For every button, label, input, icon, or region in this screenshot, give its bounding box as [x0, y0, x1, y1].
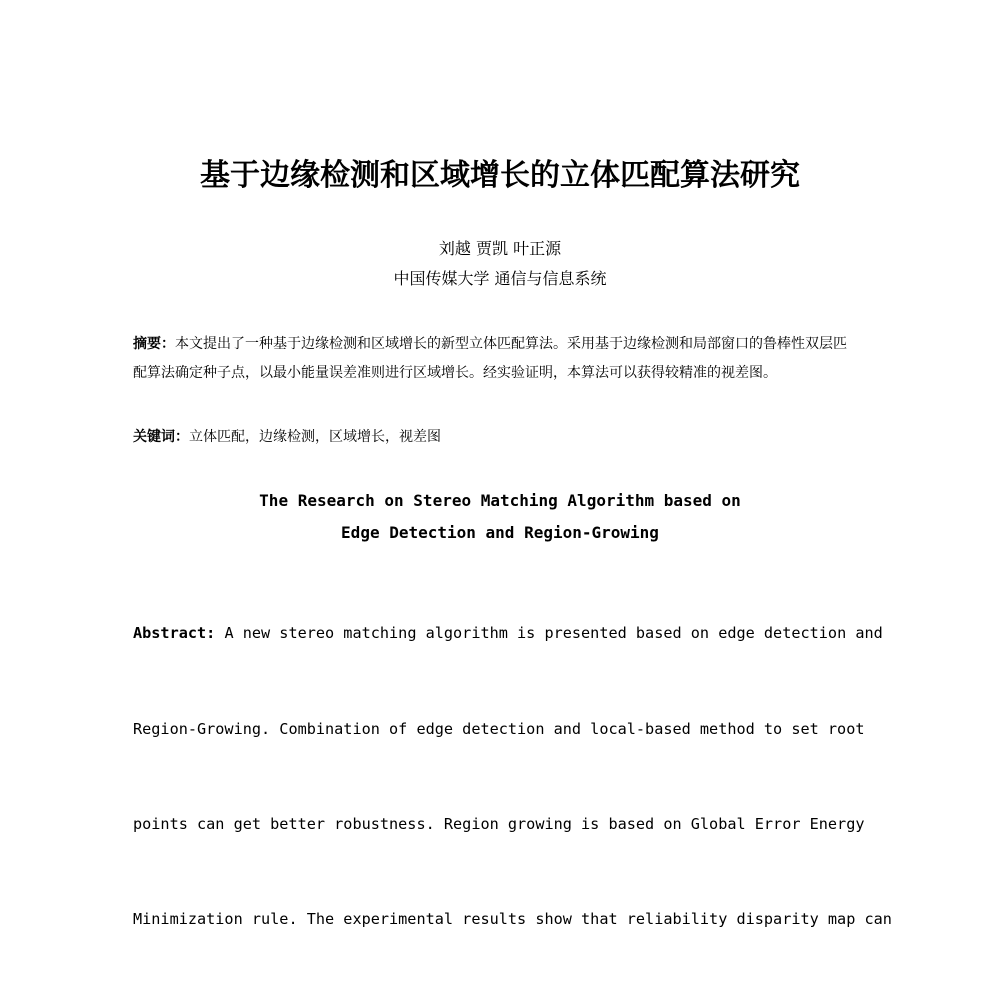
abstract-cn [133, 330, 858, 388]
keywords-cn [133, 427, 858, 447]
author-list: 刘越 贾凯 叶正源 [438, 239, 562, 258]
abstract-en [133, 555, 892, 999]
keywords-cn-label: 关键词： [133, 429, 189, 445]
abstract-en-line-2: Region-Growing. Combination of edge detection and local-based method to set root [133, 719, 865, 738]
abstract-en-line-3: points can get better robustness. Region growing is based on Global Error Energy [133, 814, 865, 833]
abstract-en-line-1 [133, 618, 883, 650]
paper-title-en-line-2: Edge Detection and Region-Growing [341, 523, 659, 542]
abstract-cn-label: 摘要： [133, 336, 175, 352]
affiliation: 中国传媒大学 通信与信息系统 [393, 269, 607, 288]
abstract-en-line-1-text: A new stereo matching algorithm is presented based on edge detection and [215, 624, 883, 643]
paper-title-en-line-1: The Research on Stereo Matching Algorithm based on [259, 491, 741, 510]
keywords-cn-text: 立体匹配，边缘检测，区域增长，视差图 [189, 429, 441, 445]
abstract-en-label: Abstract: [133, 624, 216, 643]
paper-title-cn: 基于边缘检测和区域增长的立体匹配算法研究 [200, 158, 800, 193]
abstract-cn-text: 本文提出了一种基于边缘检测和区域增长的新型立体匹配算法。采用基于边缘检测和局部窗口的鲁棒性双层匹配算法确定种子点，以最小能量误差准则进行区域增长。经实验证明，本算法可以获得较精准的视差图。 [133, 336, 847, 381]
abstract-en-line-4: Minimization rule. The experimental results show that reliability disparity map can [133, 909, 892, 928]
